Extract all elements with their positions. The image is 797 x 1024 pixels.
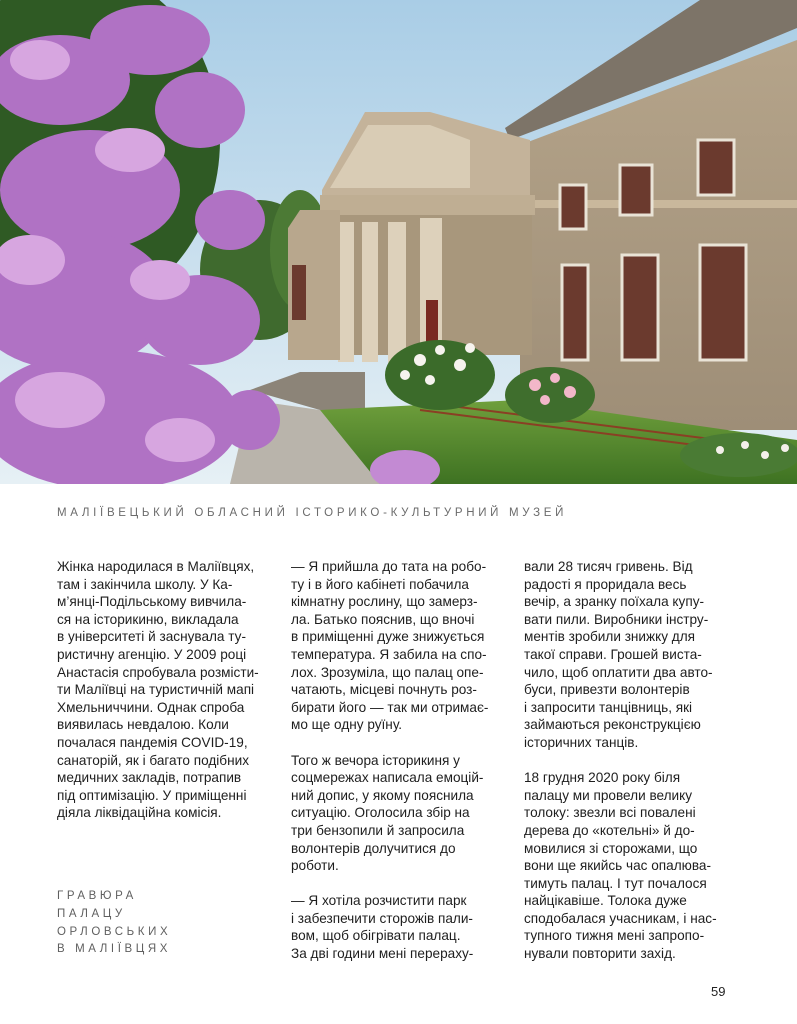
paragraph (524, 769, 734, 963)
text-line: почалася пандемія COVID-19, (57, 734, 248, 750)
text-line: ристичну агенцію. У 2009 році (57, 646, 247, 662)
engraving-caption (57, 888, 171, 959)
text-line: За дві години мені перераху- (291, 946, 474, 962)
text-line: там і закінчила школу. У Ка- (57, 576, 233, 592)
text-line: буси, привезти волонтерів (524, 682, 690, 698)
text-line: температура. Я забила на спо- (291, 646, 487, 662)
text-line: санаторій, як і багато подібних (57, 752, 249, 768)
page-number: 59 (711, 984, 726, 999)
paragraph (291, 892, 496, 962)
paragraph (291, 752, 496, 875)
text-line: медичних закладів, потрапив (57, 770, 242, 786)
text-line: ту і в його кабінеті побачила (291, 576, 469, 592)
text-column-2 (291, 558, 496, 980)
engraving-caption-line: В МАЛІЇВЦЯХ (57, 943, 172, 956)
text-column-1 (57, 558, 262, 840)
text-line: Анастасія спробувала розмісти- (57, 664, 259, 680)
text-line: найцікавіше. Толока дуже (524, 893, 687, 909)
paragraph (57, 558, 262, 822)
engraving-caption-line: ОРЛОВСЬКИХ (57, 925, 172, 938)
text-line: — Я прийшла до тата на робо- (291, 559, 487, 574)
text-line: вали 28 тисяч гривень. Від (524, 559, 693, 574)
text-line: кімнатну рослину, що замерз- (291, 594, 478, 610)
text-line: в приміщенні дуже знижується (291, 629, 485, 645)
text-line: такої справи. Грошей виста- (524, 646, 702, 662)
text-line: соцмережах написала емоцій- (291, 770, 484, 786)
text-line: роботи. (291, 858, 339, 874)
text-line: ла. Батько пояснив, що вночі (291, 611, 475, 627)
text-line: ся на історикиню, викладала (57, 611, 239, 627)
text-line: волонтерів долучитися до (291, 840, 456, 856)
text-line: і забезпечити сторожів пали- (291, 910, 473, 926)
text-line: мо ще одну руїну. (291, 717, 403, 733)
photo-caption: МАЛІЇВЕЦЬКИЙ ОБЛАСНИЙ ІСТОРИКО-КУЛЬТУРНИЙ МУЗЕЙ (57, 507, 568, 519)
text-line: чило, щоб оплатити два авто- (524, 664, 713, 680)
text-line: вечір, а зранку поїхала купу- (524, 594, 705, 610)
text-line: вони ще якийсь час опалюва- (524, 858, 712, 874)
text-line: м’янці-Подільському вивчила- (57, 594, 247, 610)
text-line: історичних танців. (524, 734, 639, 750)
text-line: лох. Зрозуміла, що палац опе- (291, 664, 484, 680)
text-line: бирати його — так ми отримає- (291, 699, 489, 715)
text-line: ситуацію. Оголосила збір на (291, 805, 470, 821)
text-line: радості я проридала весь (524, 576, 687, 592)
text-line: вати пили. Виробники інстру- (524, 611, 709, 627)
text-line: виявилась невдалою. Коли (57, 717, 229, 733)
hero-photo (0, 0, 797, 484)
text-line: палацу ми провели велику (524, 787, 693, 803)
text-line: ментів зробили знижку для (524, 629, 696, 645)
text-line: тупного тижня мені запропо- (524, 928, 705, 944)
text-line: вом, щоб обігрівати палац. (291, 928, 461, 944)
text-line: три бензопили й запросила (291, 822, 465, 838)
palace-photo-illustration (0, 0, 797, 484)
text-line: сподобалася учасникам, і нас- (524, 910, 717, 926)
paragraph (291, 558, 496, 734)
engraving-caption-line: ГРАВЮРА (57, 890, 137, 902)
text-line: дерева до «котельні» й до- (524, 822, 695, 838)
text-line: чатають, місцеві почнуть роз- (291, 682, 477, 698)
text-line: під оптимізацію. У приміщенні (57, 787, 247, 803)
text-line: толоку: звезли всі повалені (524, 805, 696, 821)
text-line: 18 грудня 2020 року біля (524, 770, 681, 786)
text-line: Жінка народилася в Маліївцях, (57, 559, 255, 574)
text-line: мовилися зі сторожами, що (524, 840, 698, 856)
paragraph (524, 558, 734, 752)
text-line: тимуть палац. І тут почалося (524, 875, 707, 891)
engraving-caption-line: ПАЛАЦУ (57, 907, 126, 920)
text-line: нували повторити захід. (524, 946, 676, 962)
text-line: ний допис, у якому пояснила (291, 787, 474, 803)
text-line: займаються реконструкцією (524, 717, 701, 733)
text-line: в університеті й заснувала ту- (57, 629, 246, 645)
text-column-3 (524, 558, 734, 980)
text-line: діяла ліквідаційна комісія. (57, 805, 222, 821)
text-line: Хмельниччини. Однак спроба (57, 699, 245, 715)
text-line: і запросити танцівниць, які (524, 699, 693, 715)
text-line: — Я хотіла розчистити парк (291, 893, 467, 909)
text-line: ти Маліївці на туристичній мапі (57, 682, 255, 698)
text-line: Того ж вечора історикиня у (291, 752, 460, 768)
